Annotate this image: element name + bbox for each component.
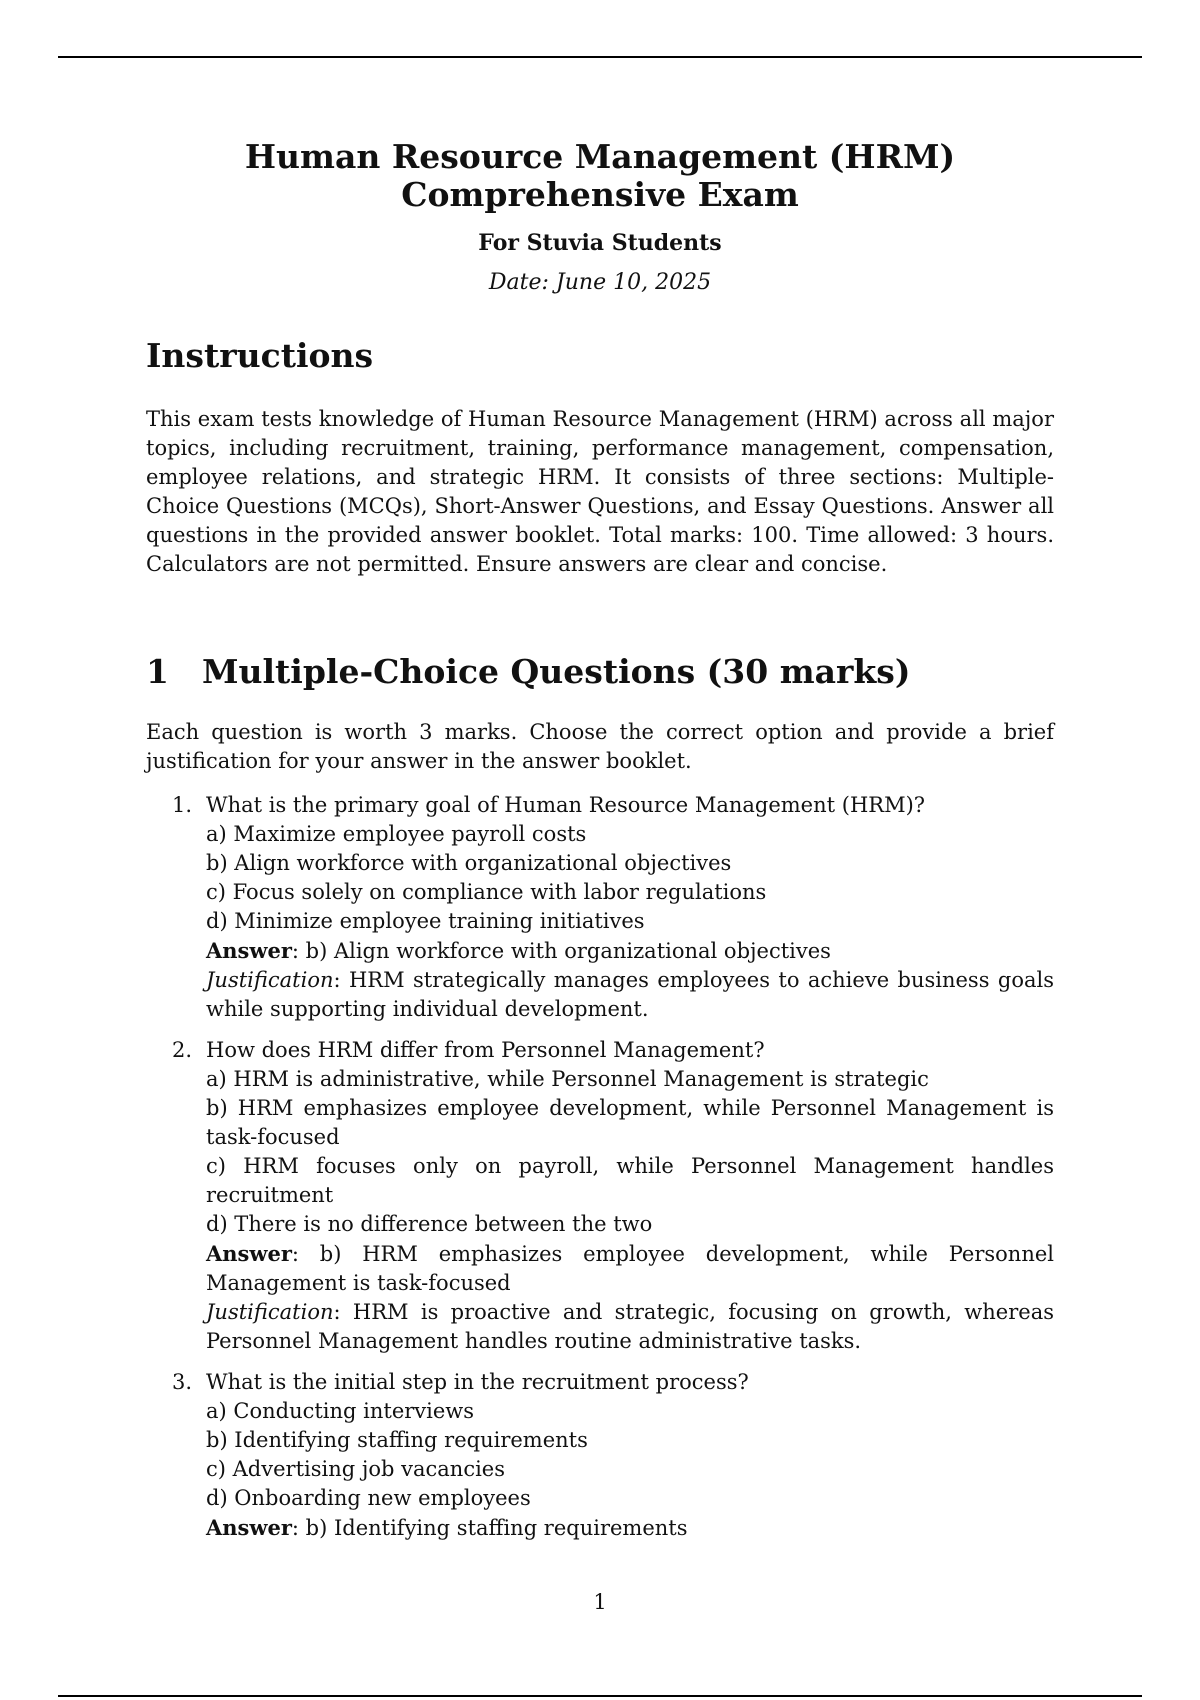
answer-line bbox=[206, 1513, 1054, 1543]
bottom-rule bbox=[58, 1695, 1142, 1697]
justification-line bbox=[206, 1298, 1054, 1356]
instructions-body: This exam tests knowledge of Human Resource Management (HRM) across all major topics, including recruitment, training, performance management, compensation, employee relations, and strategic HRM. It consists of three sections: Multiple-Choice Questions (MCQs), Short-Answer Questions, and Essay Questions. Answer all questions in the provided answer booklet. Total marks: 100. Time allowed: 3 hours. Calculators are not permitted. Ensure answers are clear and concise. bbox=[146, 407, 1054, 576]
option-a: a) HRM is administrative, while Personnel Management is strategic bbox=[206, 1067, 929, 1091]
option-a: a) Maximize employee payroll costs bbox=[206, 822, 587, 846]
question-number: 1. bbox=[172, 793, 193, 817]
question-list bbox=[146, 791, 1054, 1555]
page-number: 1 bbox=[593, 1590, 607, 1614]
option-c: c) Advertising job vacancies bbox=[206, 1457, 506, 1481]
section-1-number: 1 bbox=[146, 652, 169, 691]
exam-title-line-1: Human Resource Management (HRM) bbox=[244, 137, 956, 176]
option-d: d) Minimize employee training initiatives bbox=[206, 909, 645, 933]
answer-line bbox=[206, 1239, 1054, 1298]
section-1-title: Multiple-Choice Questions (30 marks) bbox=[202, 652, 911, 691]
question-text: What is the primary goal of Human Resource Management (HRM)? bbox=[206, 793, 926, 817]
answer-label: Answer bbox=[206, 938, 292, 963]
justification-label: Justification bbox=[206, 968, 334, 992]
answer-text: : b) Align workforce with organizational objectives bbox=[291, 939, 831, 963]
instructions-heading: Instructions bbox=[146, 336, 374, 375]
option-b: b) Align workforce with organizational objectives bbox=[206, 851, 732, 875]
question-number: 2. bbox=[172, 1038, 193, 1062]
option-a: a) Conducting interviews bbox=[206, 1399, 475, 1423]
justification-text: : HRM strategically manages employees to achieve business goals while supporting individual development. bbox=[206, 968, 1054, 1021]
justification-line bbox=[206, 966, 1054, 1024]
question-item bbox=[146, 1368, 1054, 1543]
option-c: c) HRM focuses only on payroll, while Personnel Management handles recruitment bbox=[206, 1154, 1054, 1207]
option-b: b) HRM emphasizes employee development, while Personnel Management is task-focused bbox=[206, 1096, 1054, 1149]
exam-subtitle: For Stuvia Students bbox=[478, 230, 722, 256]
title-block bbox=[146, 138, 1054, 296]
top-rule bbox=[58, 56, 1142, 58]
question-number: 3. bbox=[172, 1370, 193, 1394]
option-d: d) Onboarding new employees bbox=[206, 1486, 531, 1510]
section-1-intro: Each question is worth 3 marks. Choose the correct option and provide a brief justification for your answer in the answer booklet. bbox=[146, 720, 1054, 773]
exam-title-line-2: Comprehensive Exam bbox=[401, 175, 799, 214]
question-item bbox=[146, 1036, 1054, 1356]
question-text: How does HRM differ from Personnel Management? bbox=[206, 1038, 765, 1062]
section-1-heading bbox=[146, 652, 910, 692]
justification-text: : HRM is proactive and strategic, focusing on growth, whereas Personnel Management handles routine administrative tasks. bbox=[206, 1300, 1054, 1353]
question-text: What is the initial step in the recruitment process? bbox=[206, 1370, 749, 1394]
question-item bbox=[146, 791, 1054, 1024]
exam-date: Date: June 10, 2025 bbox=[488, 270, 712, 295]
answer-line bbox=[206, 936, 1054, 966]
option-b: b) Identifying staffing requirements bbox=[206, 1428, 588, 1452]
answer-text: : b) Identifying staffing requirements bbox=[291, 1516, 688, 1540]
answer-text: : b) HRM emphasizes employee development, while Personnel Management is task-focused bbox=[206, 1242, 1054, 1295]
answer-label: Answer bbox=[206, 1515, 292, 1540]
option-c: c) Focus solely on compliance with labor regulations bbox=[206, 880, 767, 904]
answer-label: Answer bbox=[206, 1241, 292, 1266]
justification-label: Justification bbox=[206, 1300, 334, 1324]
option-d: d) There is no difference between the two bbox=[206, 1212, 653, 1236]
